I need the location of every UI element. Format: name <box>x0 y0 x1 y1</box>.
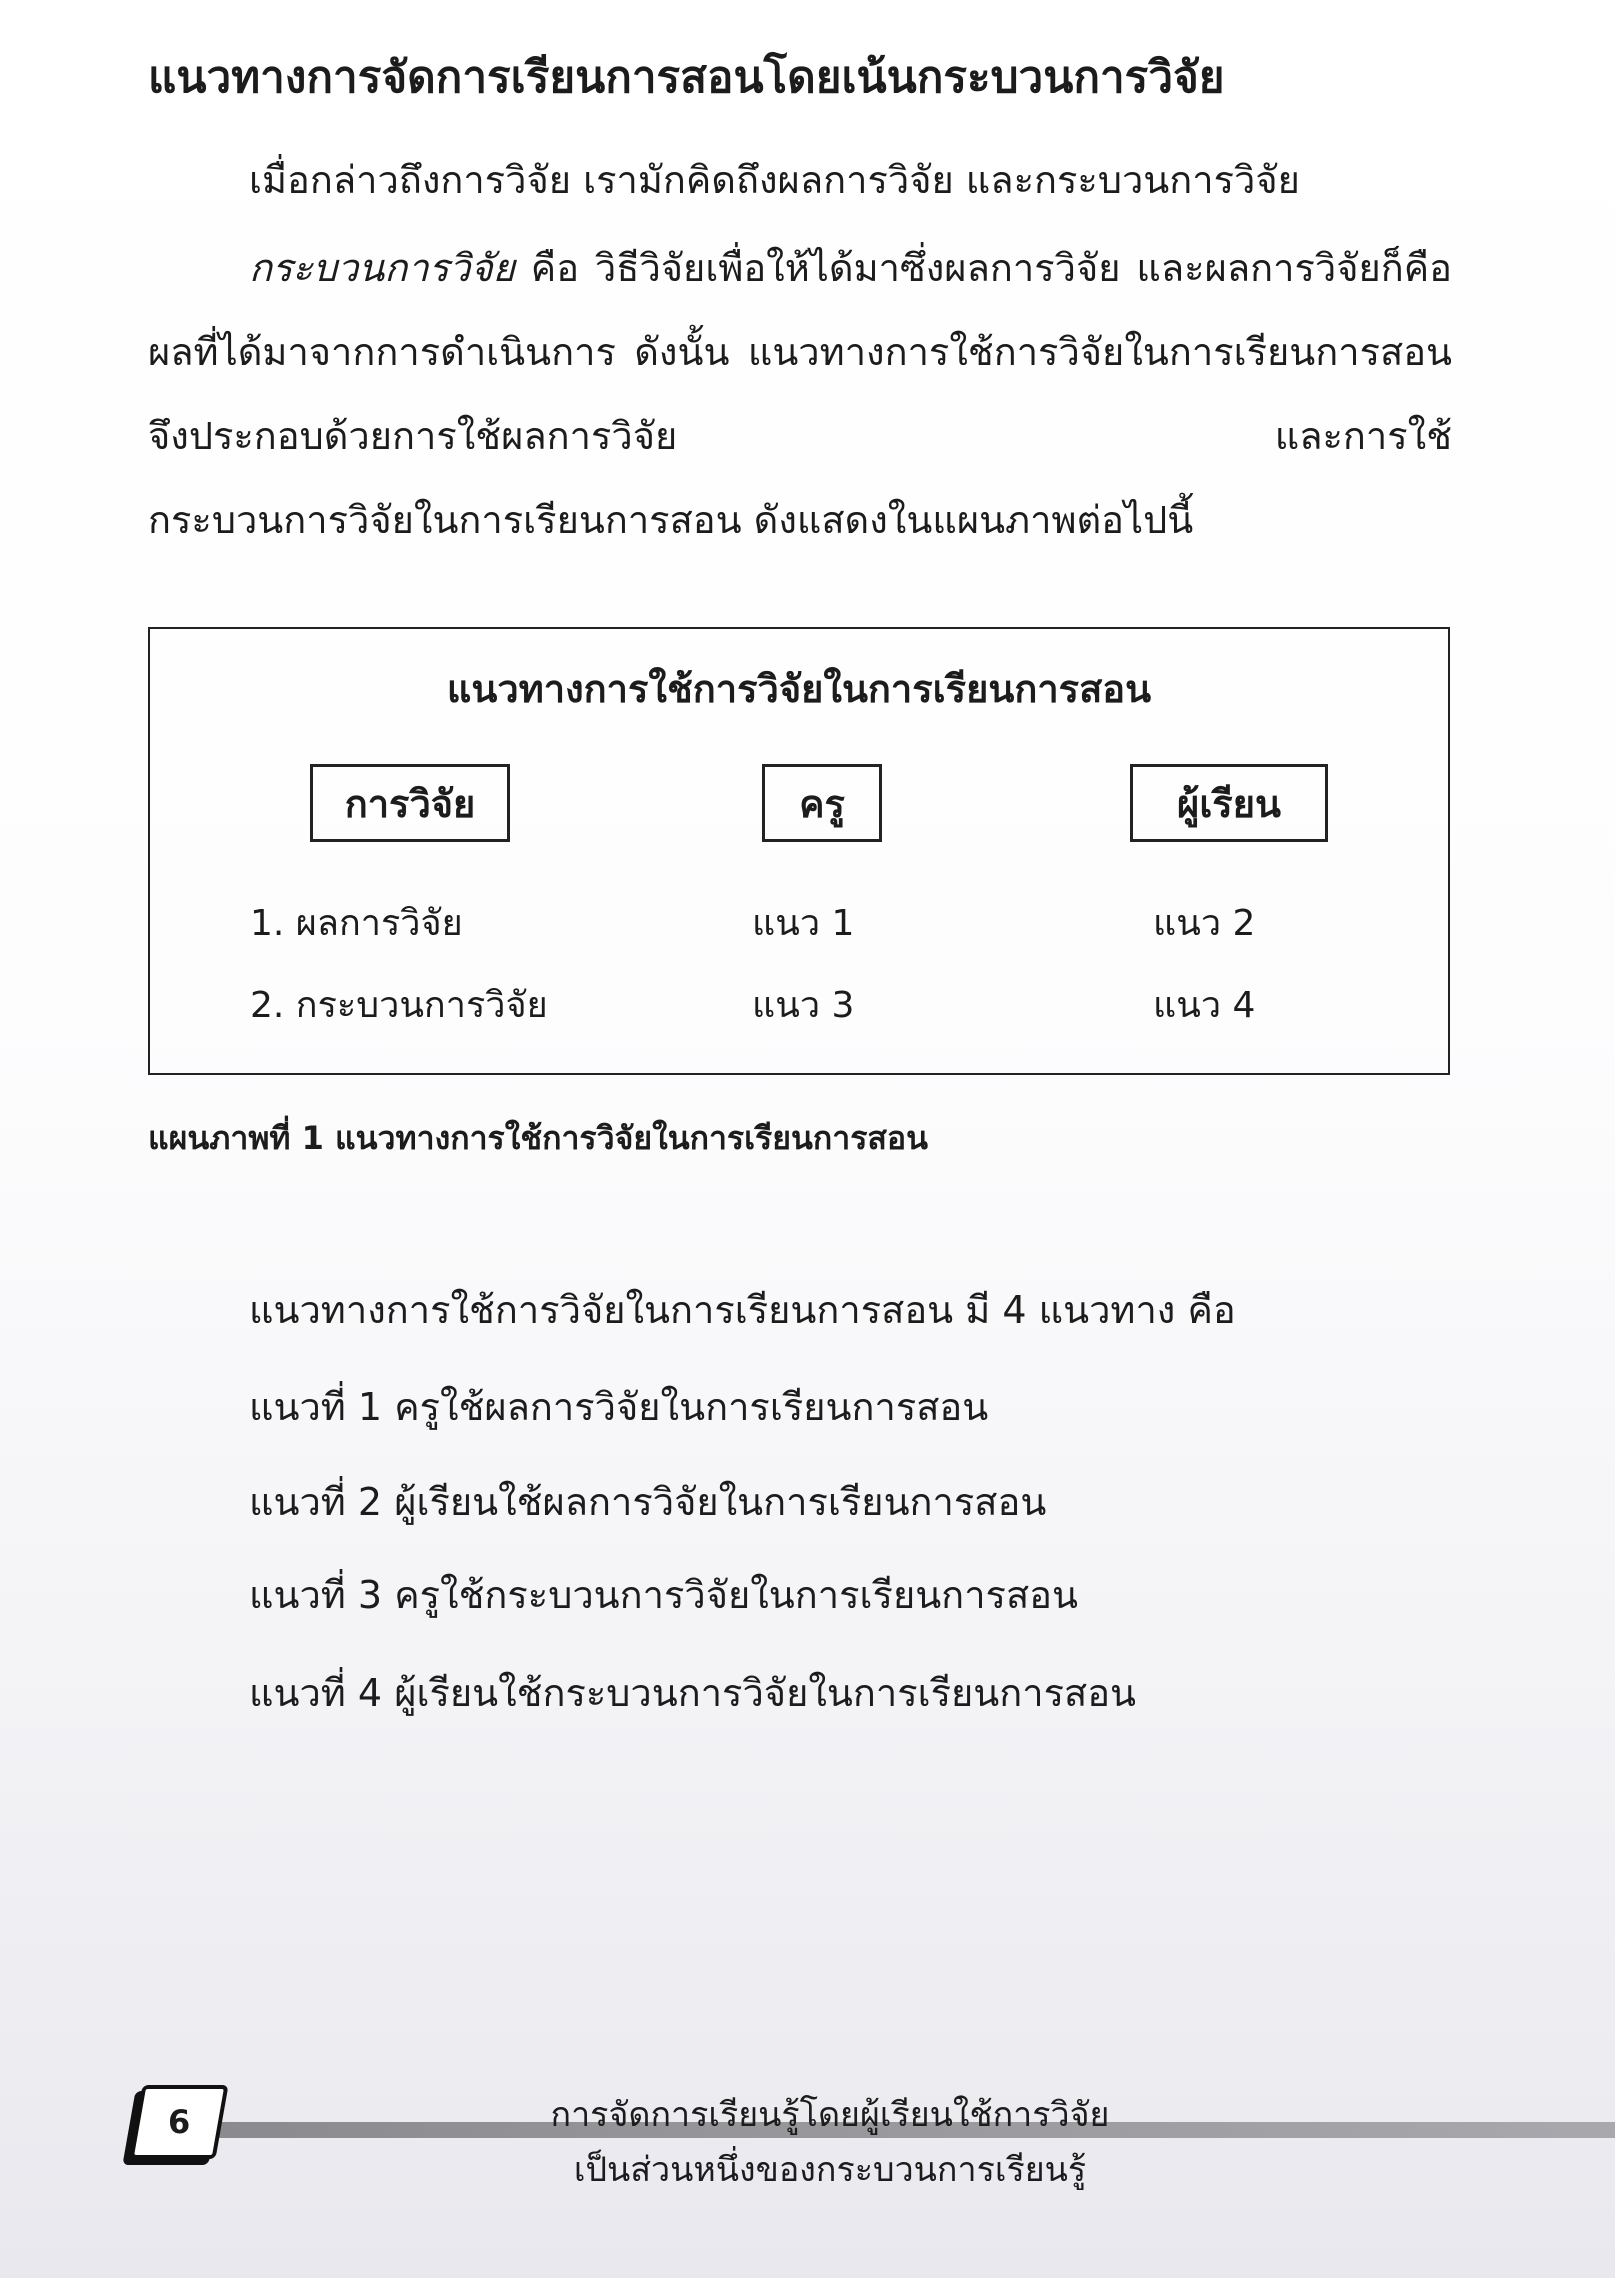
paragraph-definition <box>148 226 1452 562</box>
research-use-diagram <box>148 627 1450 1075</box>
cell-way-1: แนว 1 <box>752 903 855 944</box>
way-item-3: แนวที่ 3 ครูใช้กระบวนการวิจัยในการเรียนการสอน <box>249 1573 1078 1617</box>
italic-term: กระบวนการวิจัย <box>249 246 515 290</box>
footer-title-line-2: เป็นส่วนหนึ่งของกระบวนการเรียนรู้ <box>573 2150 1087 2190</box>
diagram-title: แนวทางการใช้การวิจัยในการเรียนการสอน <box>446 667 1152 711</box>
paragraph-intro: เมื่อกล่าวถึงการวิจัย เรามักคิดถึงผลการวิจัย และกระบวนการวิจัย <box>249 158 1300 202</box>
page-number-badge <box>129 2085 228 2159</box>
page-heading: แนวทางการจัดการเรียนการสอนโดยเน้นกระบวนการวิจัย <box>148 52 1225 103</box>
way-item-2: แนวที่ 2 ผู้เรียนใช้ผลการวิจัยในการเรียนการสอน <box>249 1480 1047 1524</box>
column-header-teacher: ครู <box>762 764 882 842</box>
cell-way-4: แนว 4 <box>1153 985 1256 1026</box>
paragraph-definition-last-line: กระบวนการวิจัยในการเรียนการสอน ดังแสดงในแผนภาพต่อไปนี้ <box>148 498 1194 542</box>
column-header-research: การวิจัย <box>310 764 510 842</box>
row-label-research-process: 2. กระบวนการวิจัย <box>250 985 548 1026</box>
paragraph-definition-body: คือ วิธีวิจัยเพื่อให้ได้มาซึ่งผลการวิจัย และผลการวิจัยก็คือ ผลที่ได้มาจากการดำเนินการ ดังนั้น แนวทางการใช้การวิจัยในการเรียนการสอน จึงประกอบด้วยการใช้ผลการวิจัย และการใช้ <box>148 246 1452 458</box>
figure-caption: แผนภาพที่ 1 แนวทางการใช้การวิจัยในการเรียนการสอน <box>148 1119 929 1157</box>
cell-way-3: แนว 3 <box>752 985 855 1026</box>
column-header-learner: ผู้เรียน <box>1130 764 1328 842</box>
row-label-research-results: 1. ผลการวิจัย <box>250 903 463 944</box>
page-number: 6 <box>167 2103 191 2141</box>
ways-intro: แนวทางการใช้การวิจัยในการเรียนการสอน มี 4 แนวทาง คือ <box>249 1288 1236 1332</box>
footer-title-line-1: การจัดการเรียนรู้โดยผู้เรียนใช้การวิจัย <box>550 2095 1110 2135</box>
way-item-4: แนวที่ 4 ผู้เรียนใช้กระบวนการวิจัยในการเรียนการสอน <box>249 1671 1137 1715</box>
way-item-1: แนวที่ 1 ครูใช้ผลการวิจัยในการเรียนการสอน <box>249 1385 989 1429</box>
cell-way-2: แนว 2 <box>1153 903 1256 944</box>
